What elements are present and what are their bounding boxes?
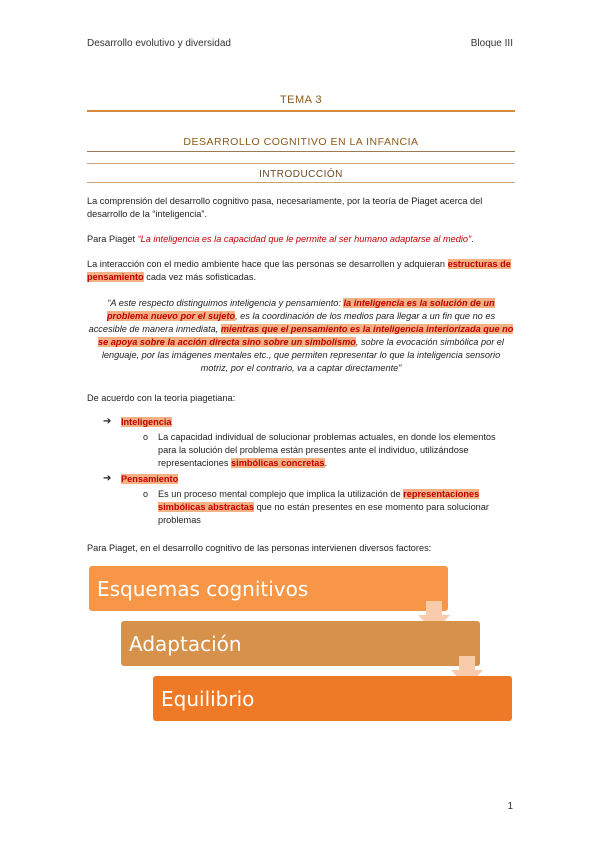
piaget-definition [87,233,515,246]
bullet-label-inteligencia: Inteligencia [121,417,172,427]
piagetian-intro: De acuerdo con la teoría piagetiana: [87,393,236,403]
header-left: Desarrollo evolutivo y diversidad [87,38,231,49]
bullet-text-1: La capacidad individual de solucionar problemas actuales, en donde los elementos para la solución del problema están presentes ante el individuo, utilizándose representaciones [158,432,496,468]
step-adaptacion: Adaptación [121,621,480,666]
bullet-highlight-1: simbólicas concretas [231,458,325,468]
bullet-text-2: Es un proceso mental complejo que implica la utilización de [158,489,404,499]
quote-text-3: , sobre la evocación simbólica por el lenguaje, por las imágenes mentales etc., que permiten representar lo que la inteligencia sensorio motriz, por el contrario, va a captar directamente” [101,337,504,373]
interaction-text-2: cada vez más sofisticadas. [143,272,257,282]
circle-bullet-icon: o [143,489,149,499]
tema-rule [87,110,515,112]
section-title: DESARROLLO COGNITIVO EN LA INFANCIA [183,136,419,148]
interaction-paragraph [87,258,515,284]
arrow-bullet-icon: ➔ [103,416,112,427]
subsection-rule-top [87,163,515,164]
intro-paragraph: La comprensión del desarrollo cognitivo pasa, necesariamente, por la teoría de Piaget acerca del desarrollo de la “inteligencia”. [87,196,483,219]
step-esquemas-cognitivos: Esquemas cognitivos [89,566,448,611]
bullet-label-pensamiento: Pensamiento [121,474,179,484]
quote-highlight-2: mientras que el pensamiento es la inteligencia interiorizada que no se apoya sobre la acción directa sino sobre un simbolismo [98,324,514,347]
bullet-end-1: . [324,458,328,468]
bullet-highlight-2: representaciones simbólicas abstractas [158,489,480,512]
bullet-end-2: que no están presentes en ese momento para solucionar problemas [158,502,489,525]
subsection-title: INTRODUCCIÓN [259,169,343,180]
piaget-quote [87,297,515,375]
tema-title: TEMA 3 [279,94,323,106]
step-equilibrio: Equilibrio [153,676,512,721]
definition-quote: “La inteligencia es la capacidad que le permite al ser humano adaptarse al medio” [137,234,472,244]
quote-highlight-1: la inteligencia es la solución de un problema nuevo por el sujeto [106,298,495,321]
interaction-highlight: estructuras de pensamiento [87,259,511,282]
header-right: Bloque III [470,38,513,49]
page-number: 1 [507,801,513,812]
interaction-text-1: La interacción con el medio ambiente hace que las personas se desarrollen y adquieran [87,259,448,269]
quote-text-2: , es la coordinación de los medios para llegar a un fin que no es accesible de manera inmediata, [88,311,496,334]
bullet-text-pensamiento [158,488,513,527]
definition-suffix: . [471,234,474,244]
factors-intro: Para Piaget, en el desarrollo cognitivo de las personas intervienen diversos factores: [87,543,432,553]
arrow-bullet-icon: ➔ [103,473,112,484]
quote-text-1: “A este respecto distinguimos inteligencia y pensamiento: [107,298,344,308]
bullet-text-inteligencia [158,431,513,470]
subsection-rule-bottom [87,182,515,183]
definition-prefix: Para Piaget [87,234,138,244]
section-rule [87,151,515,152]
circle-bullet-icon: o [143,432,149,442]
